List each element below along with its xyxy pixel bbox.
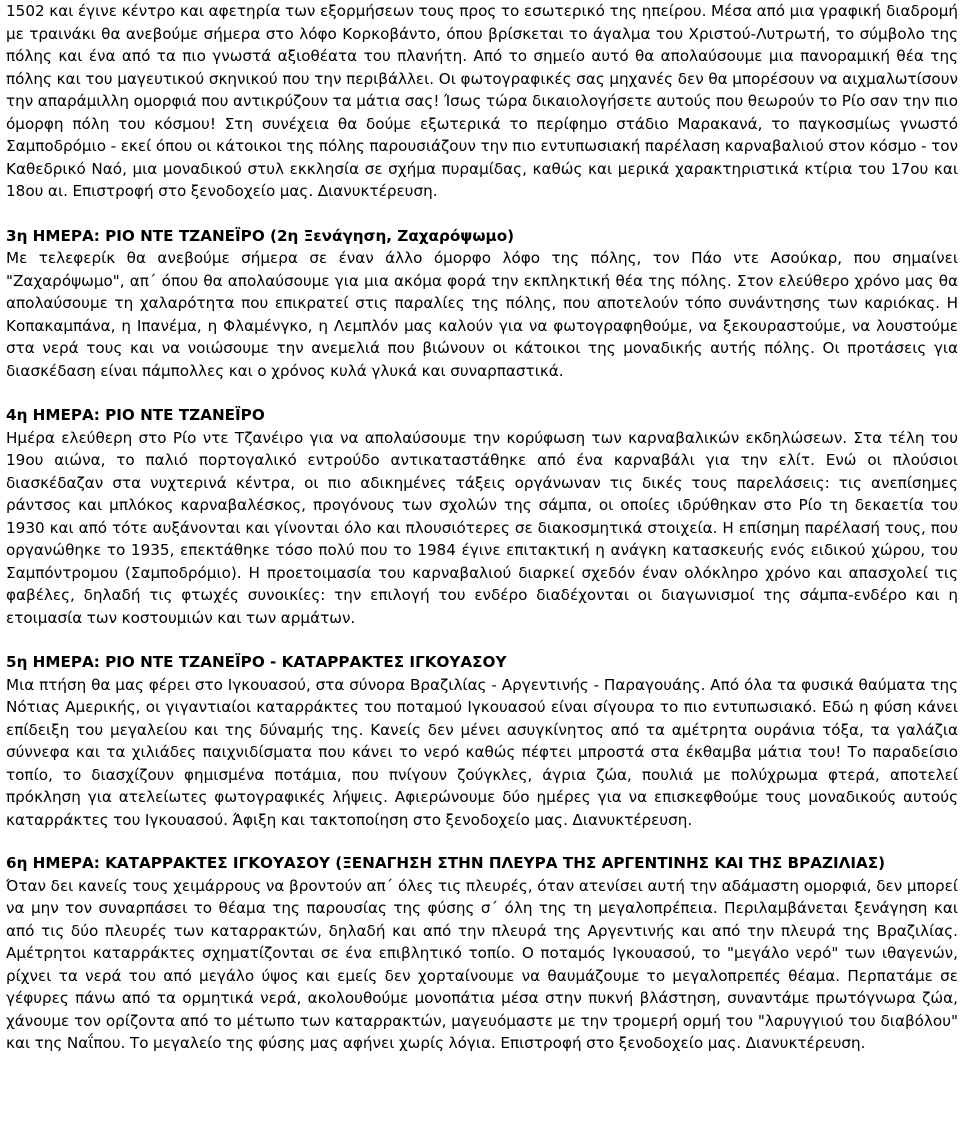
spacer xyxy=(6,382,958,404)
day3-heading: 3η ΗΜΕΡΑ: ΡΙΟ ΝΤΕ ΤΖΑΝΕΪΡΟ (2η Ξενάγηση, Ζαχαρόψωμο) xyxy=(6,226,515,245)
day6-heading: 6η ΗΜΕΡΑ: ΚΑΤΑΡΡΑΚΤΕΣ ΙΓΚΟΥΑΣΟΥ (ΞΕΝΑΓΗΣΗ ΣΤΗΝ ΠΛΕΥΡΑ ΤΗΣ ΑΡΓΕΝΤΙΝΗΣ ΚΑΙ ΤΗΣ ΒΡΑΖΙΛΙΑΣ) xyxy=(6,854,886,872)
intro-paragraph: 1502 και έγινε κέντρο και αφετηρία των εξορμήσεων τους προς το εσωτερικό της ηπείρου. Μέσα από μια γραφική διαδρομή με τραινάκι θα ανεβούμε σήμερα στο λόφο Κορκοβάντο, όπου βρίσκεται το άγαλμα του Χριστού-Λυτρωτή, το σύμβολο της πόλης και ένα από τα πιο γνωστά αξιοθέατα του πλανήτη. Από το σημείο αυτό θα απολαύσουμε μια πανοραμική θέα της πόλης και του μαγευτικού σκηνικού που την περιβάλλει. Οι φωτογραφικές σας μηχανές δεν θα μπορέσουν να αιχμαλωτίσουν την απαράμιλλη ομορφιά που αντικρύζουν τα μάτια σας! Ίσως τώρα δικαιολογήσετε αυτούς που θεωρούν το Ρίο σαν την πιο όμορφη πόλη του κόσμου! Στη συνέχεια θα δούμε εξωτερικά το περίφημο στάδιο Μαρακανά, το παγκοσμίως γνωστό Σαμποδρόμιο - εκεί όπου οι κάτοικοι της πόλης παρουσιάζουν την πιο εντυπωσιακή παρέλαση καρναβαλιού στον κόσμο - τον Καθεδρικό Ναό, μια μοναδικού στυλ εκκλησία σε σχήμα πυραμίδας, καθώς και μερικά χαρακτηριστικά κτίρια του 17ου και 18ου αι. Επιστροφή στο ξενοδοχείο μας. Διανυκτέρευση. xyxy=(6,2,958,200)
day6-paragraph: Όταν δει κανείς τους χειμάρρους να βροντούν απ΄ όλες τις πλευρές, όταν ατενίσει αυτή την αδάμαστη ομορφιά, δεν μπορεί να μην τον συναρπάσει το θέαμα της παρουσίας της φύσης σ΄ όλη της τη μεγαλοπρέπεια. Περιλαμβάνεται ξενάγηση και από τις δύο πλευρές των καταρρακτών, δηλαδή και από την πλευρά της Αργεντινής και από την πλευρά της Βραζιλίας. Αμέτρητοι καταρράκτες σχηματίζονται σε ένα επιβλητικό τοπίο. Ο ποταμός Ιγκουασού, το "μεγάλο νερό" των ιθαγενών, ρίχνει τα νερά του από μεγάλο ύψος και εμείς δεν χορταίνουμε να θαυμάζουμε το μεγαλοπρεπές θέαμα. Περπατάμε σε γέφυρες πάνω από τα ορμητικά νερά, ακολουθούμε μονοπάτια μέσα στην πυκνή βλάστηση, συναντάμε πρωτόγνωρα ζώα, χάνουμε τον ορίζοντα από το μέτωπο των καταρρακτών, μαγευόμαστε με την τρομερή ορμή του "λαρυγγιού του διαβόλου" και της Ναΐπου. Το μεγαλείο της φύσης μας αφήνει χωρίς λόγια. Επιστροφή στο ξενοδοχείο μας. Διανυκτέρευση. xyxy=(6,876,958,1052)
day5-heading: 5η ΗΜΕΡΑ: ΡΙΟ ΝΤΕ ΤΖΑΝΕΪΡΟ - ΚΑΤΑΡΡΑΚΤΕΣ ΙΓΚΟΥΑΣΟΥ xyxy=(6,653,507,671)
day4-heading: 4η ΗΜΕΡΑ: ΡΙΟ ΝΤΕ ΤΖΑΝΕΪΡΟ xyxy=(6,406,265,424)
day5-paragraph: Μια πτήση θα μας φέρει στο Ιγκουασού, στα σύνορα Βραζιλίας - Αργεντινής - Παραγουάης. Από όλα τα φυσικά θαύματα της Νότιας Αμερικής, οι γιγαντιαίοι καταρράκτες του ποταμού Ιγκουασού είναι σίγουρα το πιο εντυπωσιακό. Εδώ η φύση κάνει επίδειξη του μεγαλείου και της δύναμής της. Κανείς δεν μένει ασυγκίνητος από τα αμέτρητα ουράνια τόξα, τα γαλάζια σύννεφα και τα χιλιάδες παιχνιδίσματα που κάνει το νερό καθώς πέφτει μπροστά στα έκθαμβα μάτια του! Το παραδείσιο τοπίο, το διασχίζουν φημισμένα ποτάμια, που πνίγουν ζούγκλες, άγρια ζώα, πουλιά με πολύχρωμα φτερά, αποτελεί πρόκληση για ατελείωτες φωτογραφικές λήψεις. Αφιερώνουμε δύο ημέρες για να επισκεφθούμε τους μοναδικούς αυτούς καταρράκτες του Ιγκουασού. Άφιξη και τακτοποίηση στο ξενοδοχείο μας. Διανυκτέρευση. xyxy=(6,675,958,829)
spacer xyxy=(6,629,958,651)
spacer xyxy=(6,203,958,225)
document-page xyxy=(6,0,958,1055)
day3-paragraph: Με τελεφερίκ θα ανεβούμε σήμερα σε έναν άλλο όμορφο λόφο της πόλης, τον Πάο ντε Ασούκαρ, που σημαίνει "Ζαχαρόψωμο", απ΄ όπου θα απολαύσουμε για μια ακόμα φορά την εκπληκτική θέα της πόλης. Στον ελεύθερο χρόνο μας θα απολαύσουμε τη χαλαρότητα που επικρατεί στις παραλίες της πόλης, που αποτελούν τόπο συνάντησης των καριόκας. Η Κοπακαμπάνα, η Ιπανέμα, η Φλαμένγκο, η Λεμπλόν μας καλούν για να φωτογραφηθούμε, να ξεκουραστούμε, να λουστούμε στα νερά τους και να νοιώσουμε την ανεμελιά που βιώνουν οι κάτοικοι της μοναδικής αυτής πόλης. Οι προτάσεις για διασκέδαση είναι πάμπολλες και ο χρόνος κυλά γλυκά και συναρπαστικά. xyxy=(6,249,958,380)
spacer xyxy=(6,831,958,852)
day4-paragraph: Ημέρα ελεύθερη στο Ρίο ντε Τζανέιρο για να απολαύσουμε την κορύφωση των καρναβαλικών εκδηλώσεων. Στα τέλη του 19ου αιώνα, το παλιό πορτογαλικό εντρούδο αντικαταστάθηκε από ένα καρναβάλι για την ελίτ. Ενώ οι πλούσιοι διασκέδαζαν στα νυχτερινά κέντρα, οι πιο αδικημένες τάξεις οργάνωναν τις δικές τους παρελάσεις: τις ανεπίσημες ράντσος και μπλόκος καρναβαλέσκος, προγόνους των σχολών της σάμπα, οι οποίες ιδρύθηκαν στο Ρίο τη δεκαετία του 1930 και από τότε αυξάνονται και γίνονται όλο και πλουσιότερες σε διακοσμητικά στοιχεία. Η επίσημη παρέλασή τους, που οργανώθηκε το 1935, επεκτάθηκε τόσο πολύ που το 1984 έγινε επιτακτική η ανάγκη κατασκευής ενός ειδικού χώρου, του Σαμπόντρομου (Σαμποδρόμιο). Η προετοιμασία του καρναβαλιού διαρκεί σχεδόν έναν ολόκληρο χρόνο και απασχολεί τις φαβέλες, δηλαδή τις φτωχές συνοικίες: την επιλογή του ενδέρο διαδέχονται οι διαγωνισμοί της σάμπα-ενδέρο και η ετοιμασία των κοστουμιών και των αρμάτων. xyxy=(6,428,958,627)
